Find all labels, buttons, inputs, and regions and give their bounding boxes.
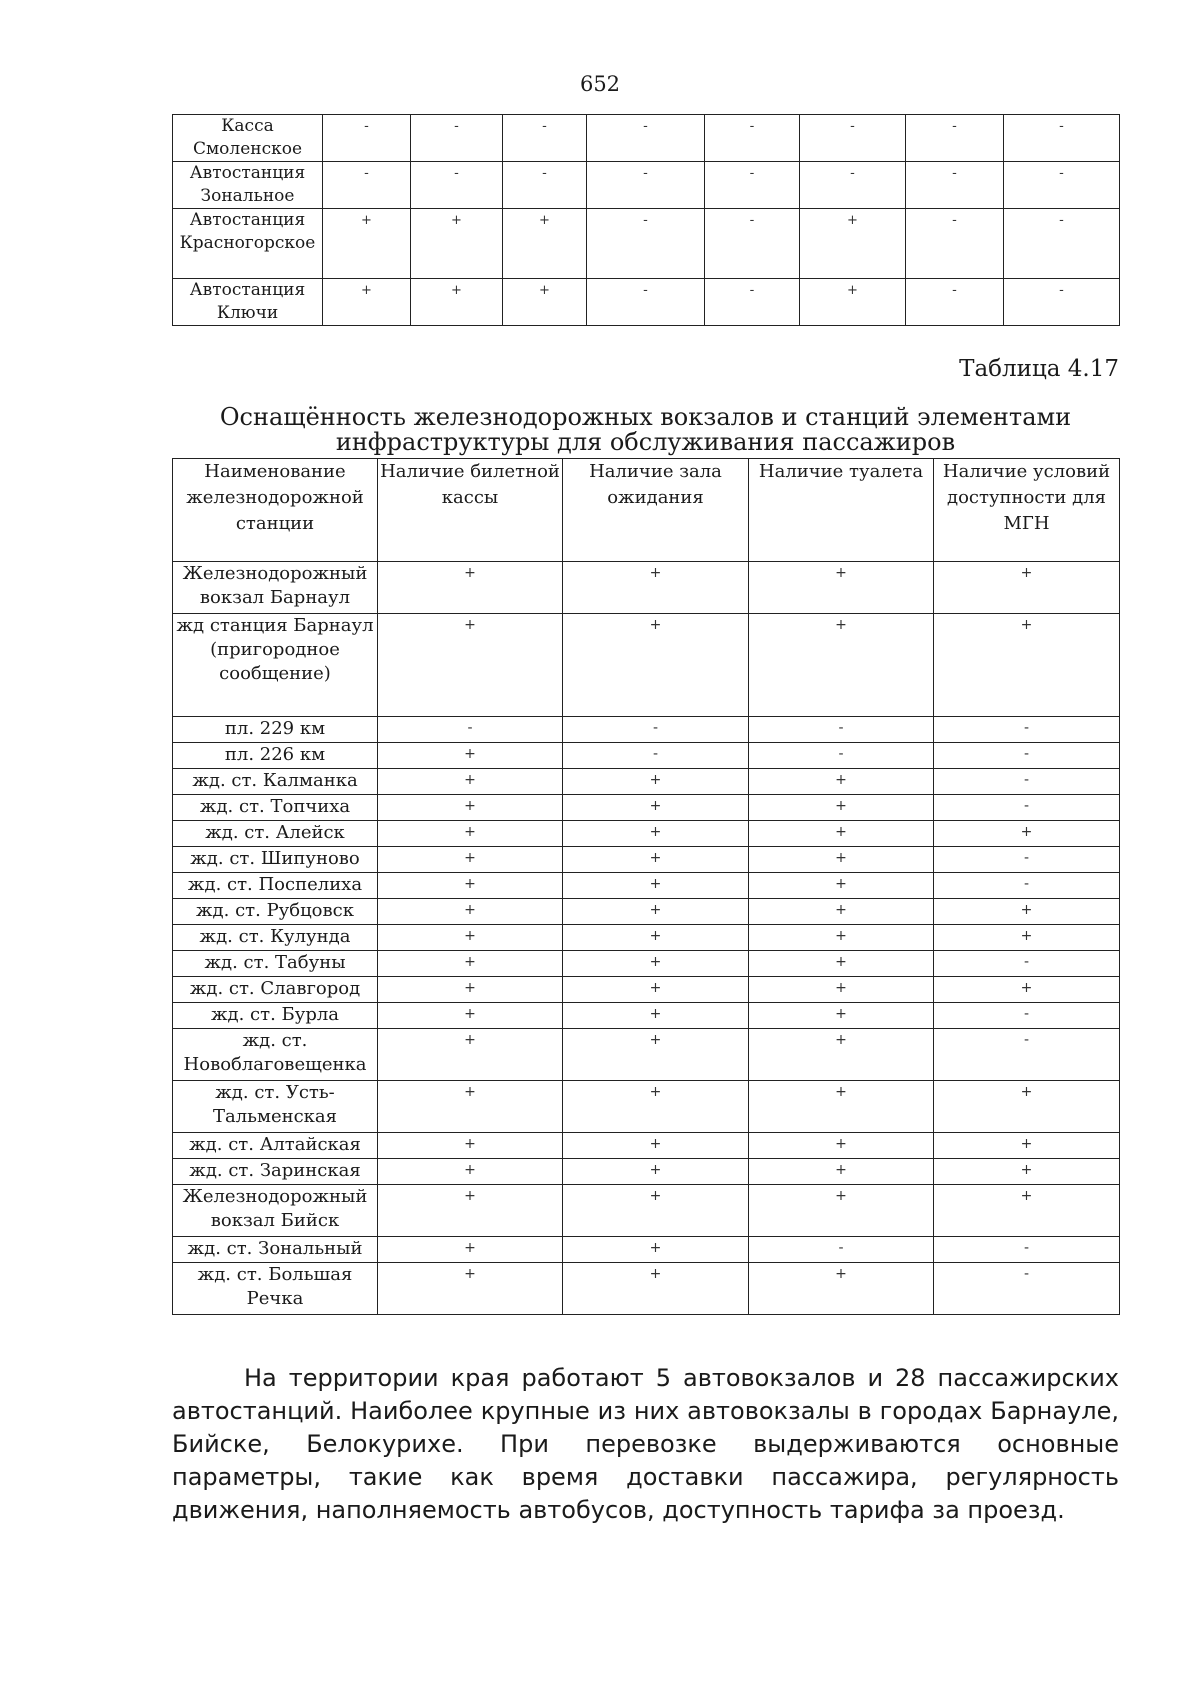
mark-cell: + (563, 977, 749, 1003)
column-header: Наличие туалета (749, 459, 934, 562)
mark-cell: - (323, 115, 411, 162)
station-name-cell: жд. ст. Алтайская (173, 1133, 378, 1159)
station-name-cell: пл. 229 км (173, 717, 378, 743)
table-row (173, 1159, 1120, 1185)
mark-cell: + (411, 279, 503, 326)
mark-cell: + (378, 1185, 563, 1237)
mark-cell: + (323, 279, 411, 326)
mark-cell: + (934, 821, 1120, 847)
mark-cell: - (705, 279, 800, 326)
station-name-cell: жд. ст. Кулунда (173, 925, 378, 951)
mark-cell: + (503, 279, 587, 326)
mark-cell: + (378, 769, 563, 795)
station-name-cell: жд. ст. Новоблаговещенка (173, 1029, 378, 1081)
table-row (173, 562, 1120, 614)
mark-cell: + (563, 1159, 749, 1185)
station-name-cell: жд. ст. Усть-Тальменская (173, 1081, 378, 1133)
table-row (173, 717, 1120, 743)
mark-cell: + (563, 951, 749, 977)
table-row (173, 1003, 1120, 1029)
mark-cell: + (378, 821, 563, 847)
mark-cell: + (378, 951, 563, 977)
mark-cell: - (411, 162, 503, 209)
column-header: Наименование железнодорожной станции (173, 459, 378, 562)
mark-cell: - (1004, 162, 1120, 209)
mark-cell: + (503, 209, 587, 279)
mark-cell: + (934, 1133, 1120, 1159)
mark-cell: + (378, 1133, 563, 1159)
mark-cell: + (378, 1263, 563, 1315)
mark-cell: - (934, 795, 1120, 821)
table-header-row (173, 459, 1120, 562)
mark-cell: - (934, 1237, 1120, 1263)
table-row (173, 821, 1120, 847)
mark-cell: + (749, 873, 934, 899)
mark-cell: - (800, 162, 906, 209)
mark-cell: + (378, 899, 563, 925)
mark-cell: + (563, 899, 749, 925)
mark-cell: - (563, 717, 749, 743)
mark-cell: - (934, 743, 1120, 769)
mark-cell: - (749, 1237, 934, 1263)
mark-cell: - (1004, 209, 1120, 279)
mark-cell: - (934, 873, 1120, 899)
mark-cell: - (705, 115, 800, 162)
table-caption: Оснащённость железнодорожных вокзалов и станций элементами инфраструктуры для обслуживания пассажиров (219, 403, 1072, 456)
mark-cell: - (906, 209, 1004, 279)
mark-cell: - (1004, 115, 1120, 162)
mark-cell: - (587, 115, 705, 162)
mark-cell: + (378, 977, 563, 1003)
mark-cell: - (411, 115, 503, 162)
mark-cell: - (705, 209, 800, 279)
station-name-cell: Касса Смоленское (173, 115, 323, 162)
mark-cell: - (378, 717, 563, 743)
column-header: Наличие зала ожидания (563, 459, 749, 562)
mark-cell: - (587, 279, 705, 326)
table-row (173, 1081, 1120, 1133)
station-name-cell: пл. 226 км (173, 743, 378, 769)
mark-cell: - (587, 162, 705, 209)
table-row (173, 1029, 1120, 1081)
mark-cell: - (934, 1029, 1120, 1081)
table-row (173, 162, 1120, 209)
mark-cell: + (563, 769, 749, 795)
station-name-cell: жд станция Барнаул (пригородное сообщение) (173, 614, 378, 717)
mark-cell: + (563, 795, 749, 821)
mark-cell: - (934, 847, 1120, 873)
mark-cell: + (378, 1159, 563, 1185)
mark-cell: + (749, 899, 934, 925)
station-name-cell: жд. ст. Калманка (173, 769, 378, 795)
table-row (173, 951, 1120, 977)
mark-cell: - (934, 1263, 1120, 1315)
column-header: Наличие условий доступности для МГН (934, 459, 1120, 562)
mark-cell: + (749, 614, 934, 717)
mark-cell: - (749, 743, 934, 769)
table-row (173, 115, 1120, 162)
station-name-cell: жд. ст. Рубцовск (173, 899, 378, 925)
mark-cell: - (705, 162, 800, 209)
mark-cell: + (563, 873, 749, 899)
station-name-cell: Автостанция Красногорское (173, 209, 323, 279)
mark-cell: + (378, 795, 563, 821)
table-row (173, 769, 1120, 795)
table-row (173, 743, 1120, 769)
mark-cell: - (934, 769, 1120, 795)
mark-cell: + (749, 795, 934, 821)
table-row (173, 847, 1120, 873)
mark-cell: + (378, 925, 563, 951)
mark-cell: + (563, 847, 749, 873)
body-paragraph: На территории края работают 5 автовокзалов и 28 пассажирских автостанций. Наиболее крупные из них автовокзалы в городах Барнауле, Бийске, Белокурихе. При перевозке выдерживаются основные параметры, такие как время доставки пассажира, регулярность движения, наполняемость автобусов, доступность тарифа за проезд. (172, 1364, 1119, 1524)
mark-cell: + (563, 614, 749, 717)
mark-cell: + (563, 821, 749, 847)
mark-cell: + (934, 1159, 1120, 1185)
mark-cell: + (378, 847, 563, 873)
mark-cell: + (749, 562, 934, 614)
table-row (173, 1237, 1120, 1263)
mark-cell: + (378, 743, 563, 769)
mark-cell: + (378, 1029, 563, 1081)
mark-cell: + (749, 769, 934, 795)
mark-cell: - (906, 162, 1004, 209)
station-name-cell: жд. ст. Поспелиха (173, 873, 378, 899)
page-number: 652 (579, 72, 621, 96)
mark-cell: - (323, 162, 411, 209)
station-name-cell: Автостанция Зональное (173, 162, 323, 209)
mark-cell: + (934, 562, 1120, 614)
table-row (173, 977, 1120, 1003)
mark-cell: + (749, 847, 934, 873)
mark-cell: + (378, 873, 563, 899)
mark-cell: + (800, 279, 906, 326)
mark-cell: + (563, 1029, 749, 1081)
mark-cell: + (934, 1185, 1120, 1237)
table-row (173, 873, 1120, 899)
mark-cell: + (934, 1081, 1120, 1133)
mark-cell: + (749, 1133, 934, 1159)
table-row (173, 899, 1120, 925)
mark-cell: + (378, 1081, 563, 1133)
station-name-cell: жд. ст. Зональный (173, 1237, 378, 1263)
mark-cell: + (563, 925, 749, 951)
mark-cell: + (800, 209, 906, 279)
mark-cell: + (563, 562, 749, 614)
station-name-cell: Автостанция Ключи (173, 279, 323, 326)
station-name-cell: жд. ст. Бурла (173, 1003, 378, 1029)
mark-cell: + (749, 925, 934, 951)
mark-cell: + (378, 614, 563, 717)
mark-cell: + (378, 1237, 563, 1263)
mark-cell: - (1004, 279, 1120, 326)
mark-cell: + (749, 821, 934, 847)
mark-cell: + (749, 1081, 934, 1133)
mark-cell: + (749, 1159, 934, 1185)
table-row (173, 925, 1120, 951)
mark-cell: + (749, 977, 934, 1003)
table-row (173, 1133, 1120, 1159)
mark-cell: - (906, 279, 1004, 326)
mark-cell: + (934, 925, 1120, 951)
table-row (173, 1263, 1120, 1315)
mark-cell: + (563, 1003, 749, 1029)
station-name-cell: Железнодорожный вокзал Барнаул (173, 562, 378, 614)
station-name-cell: жд. ст. Табуны (173, 951, 378, 977)
mark-cell: + (563, 1185, 749, 1237)
table-row (173, 209, 1120, 279)
railway-stations-table (172, 458, 1120, 1315)
table-row (173, 795, 1120, 821)
station-name-cell: жд. ст. Большая Речка (173, 1263, 378, 1315)
table-row (173, 279, 1120, 326)
mark-cell: + (563, 1263, 749, 1315)
column-header: Наличие билетной кассы (378, 459, 563, 562)
mark-cell: - (503, 115, 587, 162)
mark-cell: - (587, 209, 705, 279)
mark-cell: - (906, 115, 1004, 162)
mark-cell: + (749, 1263, 934, 1315)
table-number: Таблица 4.17 (959, 356, 1119, 382)
mark-cell: - (563, 743, 749, 769)
mark-cell: - (934, 1003, 1120, 1029)
station-name-cell: жд. ст. Топчиха (173, 795, 378, 821)
mark-cell: + (749, 1029, 934, 1081)
station-name-cell: жд. ст. Алейск (173, 821, 378, 847)
mark-cell: + (749, 1185, 934, 1237)
mark-cell: - (934, 717, 1120, 743)
mark-cell: - (749, 717, 934, 743)
mark-cell: + (934, 614, 1120, 717)
station-name-cell: жд. ст. Заринская (173, 1159, 378, 1185)
mark-cell: + (749, 951, 934, 977)
mark-cell: + (378, 1003, 563, 1029)
mark-cell: + (563, 1133, 749, 1159)
table-row (173, 1185, 1120, 1237)
mark-cell: + (323, 209, 411, 279)
mark-cell: - (503, 162, 587, 209)
mark-cell: - (934, 951, 1120, 977)
station-name-cell: жд. ст. Славгород (173, 977, 378, 1003)
bus-stations-table (172, 114, 1120, 326)
table-row (173, 614, 1120, 717)
mark-cell: + (563, 1081, 749, 1133)
mark-cell: + (378, 562, 563, 614)
station-name-cell: жд. ст. Шипуново (173, 847, 378, 873)
mark-cell: + (749, 1003, 934, 1029)
station-name-cell: Железнодорожный вокзал Бийск (173, 1185, 378, 1237)
mark-cell: + (934, 977, 1120, 1003)
mark-cell: + (563, 1237, 749, 1263)
mark-cell: - (800, 115, 906, 162)
mark-cell: + (934, 899, 1120, 925)
mark-cell: + (411, 209, 503, 279)
